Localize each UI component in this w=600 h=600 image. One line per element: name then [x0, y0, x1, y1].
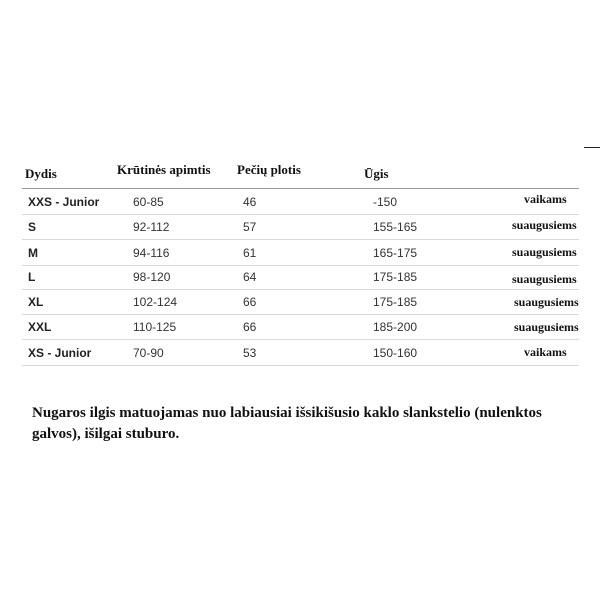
cell-category: suaugusiems	[512, 272, 577, 286]
cell-height: 175-185	[373, 295, 418, 309]
cell-height: -150	[373, 195, 398, 209]
cell-chest: 70-90	[133, 346, 164, 360]
cell-shoulders: 64	[243, 270, 257, 284]
cell-size: M	[28, 246, 38, 260]
cell-category: suaugusiems	[512, 218, 577, 232]
cell-shoulders: 53	[243, 346, 257, 360]
cell-height: 155-165	[373, 220, 418, 234]
header-height: Ūgis	[364, 166, 389, 181]
cell-size: XXS - Junior	[28, 195, 100, 209]
row-divider	[22, 339, 579, 340]
header-size: Dydis	[25, 166, 57, 181]
cell-size: XS - Junior	[28, 346, 92, 360]
cell-category: suaugusiems	[514, 295, 579, 309]
cell-size: XXL	[28, 320, 52, 334]
cell-shoulders: 46	[243, 195, 257, 209]
row-divider	[22, 239, 579, 240]
cell-shoulders: 66	[243, 320, 257, 334]
cell-category: vaikams	[524, 192, 567, 206]
cell-category: vaikams	[524, 345, 567, 359]
cell-chest: 110-125	[133, 320, 177, 334]
cell-category: suaugusiems	[514, 320, 579, 334]
cell-height: 150-160	[373, 346, 418, 360]
header-divider	[22, 188, 579, 189]
corner-mark	[584, 147, 600, 148]
cell-shoulders: 66	[243, 295, 257, 309]
header-chest: Krūtinės apimtis	[117, 162, 211, 177]
header-shoulders: Pečių plotis	[237, 162, 301, 177]
cell-chest: 98-120	[133, 270, 171, 284]
row-divider	[22, 214, 579, 215]
cell-chest: 92-112	[133, 220, 170, 234]
cell-shoulders: 61	[243, 246, 257, 260]
row-divider	[22, 265, 579, 266]
cell-size: XL	[28, 295, 44, 309]
cell-size: S	[28, 220, 37, 234]
cell-chest: 94-116	[133, 246, 170, 260]
row-divider	[22, 314, 579, 315]
cell-shoulders: 57	[243, 220, 257, 234]
cell-category: suaugusiems	[512, 245, 577, 259]
cell-chest: 102-124	[133, 295, 178, 309]
cell-height: 185-200	[373, 320, 418, 334]
cell-size: L	[28, 270, 36, 284]
row-divider	[22, 365, 579, 366]
row-divider	[22, 289, 579, 290]
cell-height: 175-185	[373, 270, 418, 284]
back-length-note: Nugaros ilgis matuojamas nuo labiausiai išsikišusio kaklo slankstelio (nulenktos galvos), išilgai stuburo.	[32, 405, 542, 442]
cell-height: 165-175	[373, 246, 418, 260]
cell-chest: 60-85	[133, 195, 164, 209]
